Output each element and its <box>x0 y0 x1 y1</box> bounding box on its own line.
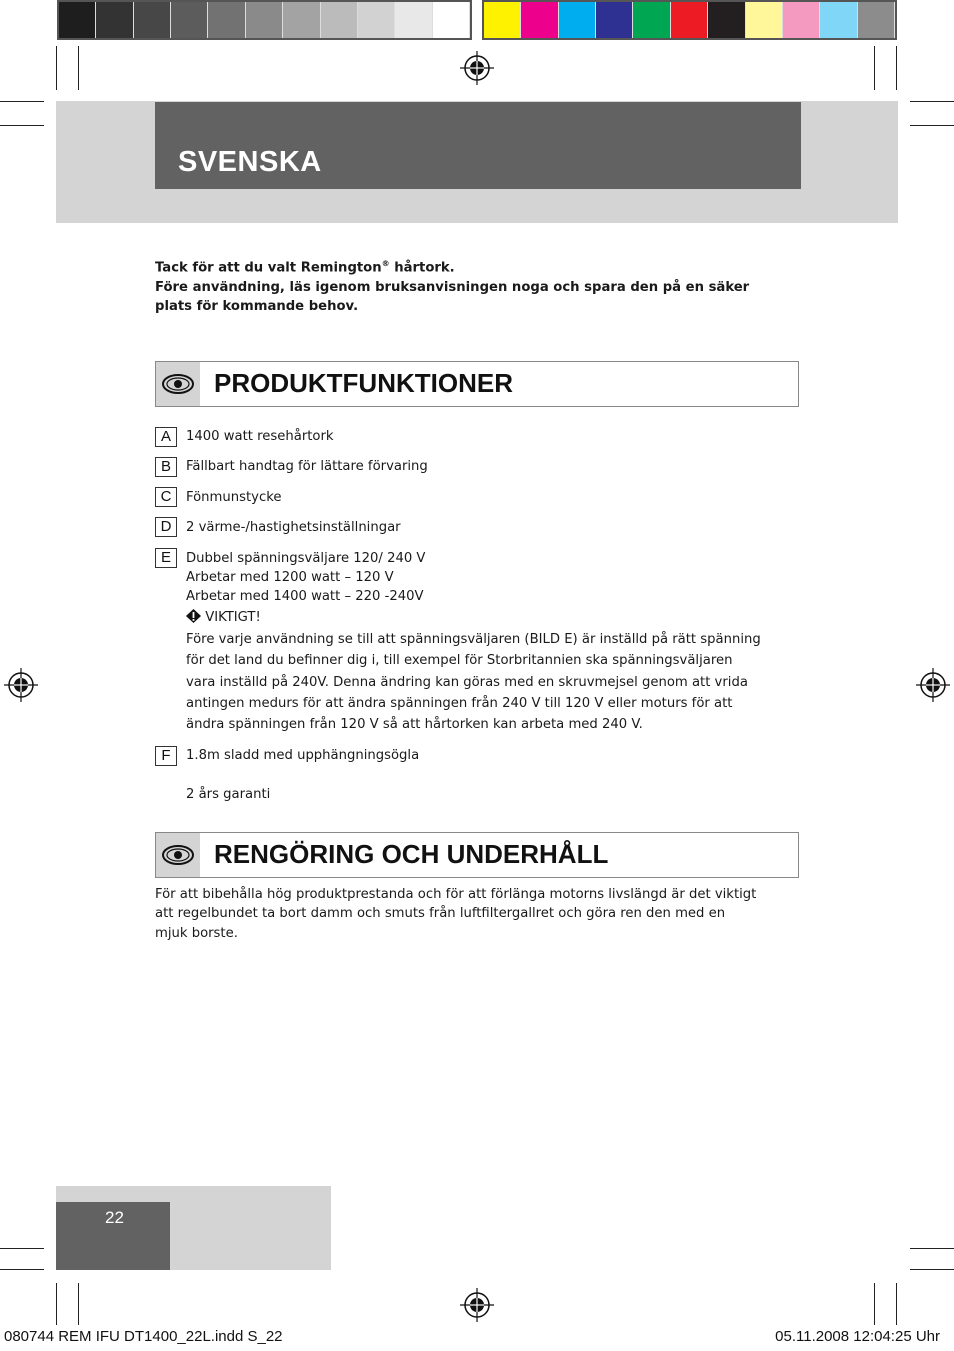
crop-mark <box>0 1269 44 1270</box>
color-swatch <box>59 2 96 38</box>
crop-mark <box>0 125 44 126</box>
item-text-c: Fönmunstycke <box>186 490 282 505</box>
registered-mark: ® <box>381 259 390 268</box>
item-letter-b: B <box>155 457 177 477</box>
cleaning-line-2: att regelbundet ta bort damm och smuts från luftfiltergallret och göra ren den med en <box>155 906 726 921</box>
crop-mark <box>0 1248 44 1249</box>
color-swatch <box>783 2 820 38</box>
item-text-d: 2 värme-/hastighetsinställningar <box>186 520 401 535</box>
crop-mark <box>874 46 875 90</box>
gray-color-bar <box>57 0 472 40</box>
registration-mark-icon <box>460 1288 494 1322</box>
eye-icon <box>156 362 200 406</box>
color-swatch <box>358 2 395 38</box>
color-swatch <box>208 2 245 38</box>
color-swatch <box>596 2 633 38</box>
process-color-bar <box>482 0 897 40</box>
crop-mark <box>910 101 954 102</box>
important-label: VIKTIGT! <box>205 610 261 625</box>
slug-timestamp: 05.11.2008 12:04:25 Uhr <box>775 1328 940 1345</box>
crop-mark <box>910 125 954 126</box>
item-text-e-1: Dubbel spänningsväljare 120/ 240 V <box>186 551 426 566</box>
color-swatch <box>708 2 745 38</box>
item-letter-d: D <box>155 517 177 537</box>
cleaning-line-3: mjuk borste. <box>155 926 238 941</box>
color-swatch <box>521 2 558 38</box>
important-line-4: antingen medurs för att ändra spänningen från 240 V till 120 V eller moturs för att <box>186 696 733 711</box>
eye-icon <box>156 833 200 877</box>
item-letter-a: A <box>155 427 177 447</box>
color-swatch <box>433 2 470 38</box>
registration-mark-icon <box>916 668 950 702</box>
section-title: RENGÖRING OCH UNDERHÅLL <box>214 839 609 869</box>
color-swatch <box>671 2 708 38</box>
color-swatch <box>96 2 133 38</box>
important-note <box>186 609 261 625</box>
section-icon-cell <box>156 833 200 877</box>
crop-mark <box>0 101 44 102</box>
color-swatch <box>395 2 432 38</box>
color-swatch <box>746 2 783 38</box>
important-line-3: vara inställd på 240V. Denna ändring kan göras med en skruvmejsel genom att vrida <box>186 675 748 690</box>
warranty-text: 2 års garanti <box>186 787 271 802</box>
color-swatch <box>858 2 895 38</box>
intro-line-2: Före användning, läs igenom bruksanvisningen noga och spara den på en säker <box>155 280 750 295</box>
important-line-1: Före varje användning se till att spänningsväljaren (BILD E) är inställd på rätt spänning <box>186 632 761 647</box>
item-text-a: 1400 watt resehårtork <box>186 429 334 444</box>
color-swatch <box>283 2 320 38</box>
color-swatch <box>171 2 208 38</box>
crop-mark <box>910 1269 954 1270</box>
section-icon-cell <box>156 362 200 406</box>
crop-mark <box>56 1283 57 1325</box>
crop-mark <box>874 1283 875 1325</box>
color-swatch <box>134 2 171 38</box>
item-letter-e: E <box>155 548 177 568</box>
intro-text: hårtork. <box>389 260 455 276</box>
color-swatch <box>820 2 857 38</box>
crop-mark <box>56 46 57 90</box>
color-swatch <box>321 2 358 38</box>
slug-file-info: 080744 REM IFU DT1400_22L.indd S_22 <box>4 1328 283 1345</box>
section-title: PRODUKTFUNKTIONER <box>214 368 513 398</box>
intro-text: Tack för att du valt Remington <box>155 260 382 276</box>
cleaning-line-1: För att bibehålla hög produktprestanda och för att förlänga motorns livslängd är det viktigt <box>155 887 757 902</box>
crop-mark <box>78 46 79 90</box>
color-swatch <box>633 2 670 38</box>
item-text-b: Fällbart handtag för lättare förvaring <box>186 459 428 474</box>
item-letter-f: F <box>155 746 177 766</box>
color-swatch <box>246 2 283 38</box>
page-number: 22 <box>105 1208 124 1227</box>
crop-mark <box>910 1248 954 1249</box>
crop-mark <box>896 1283 897 1325</box>
intro-line-3: plats för kommande behov. <box>155 299 359 314</box>
section-header-features <box>155 361 799 407</box>
item-letter-c: C <box>155 487 177 507</box>
color-swatch <box>559 2 596 38</box>
section-header-cleaning <box>155 832 799 878</box>
item-text-f: 1.8m sladd med upphängningsögla <box>186 748 420 763</box>
crop-mark <box>78 1283 79 1325</box>
intro-line-1 <box>155 259 455 275</box>
crop-mark <box>896 46 897 90</box>
warning-icon <box>186 609 201 623</box>
item-text-e-3: Arbetar med 1400 watt – 220 -240V <box>186 589 424 604</box>
registration-mark-icon <box>4 668 38 702</box>
registration-mark-icon <box>460 51 494 85</box>
important-line-2: för det land du befinner dig i, till exempel för Storbritannien ska spänningsväljaren <box>186 653 733 668</box>
color-swatch <box>484 2 521 38</box>
item-text-e-2: Arbetar med 1200 watt – 120 V <box>186 570 394 585</box>
page-title: SVENSKA <box>178 146 322 178</box>
important-line-5: ändra spänningen från 120 V så att hårtorken kan arbeta med 240 V. <box>186 717 643 732</box>
